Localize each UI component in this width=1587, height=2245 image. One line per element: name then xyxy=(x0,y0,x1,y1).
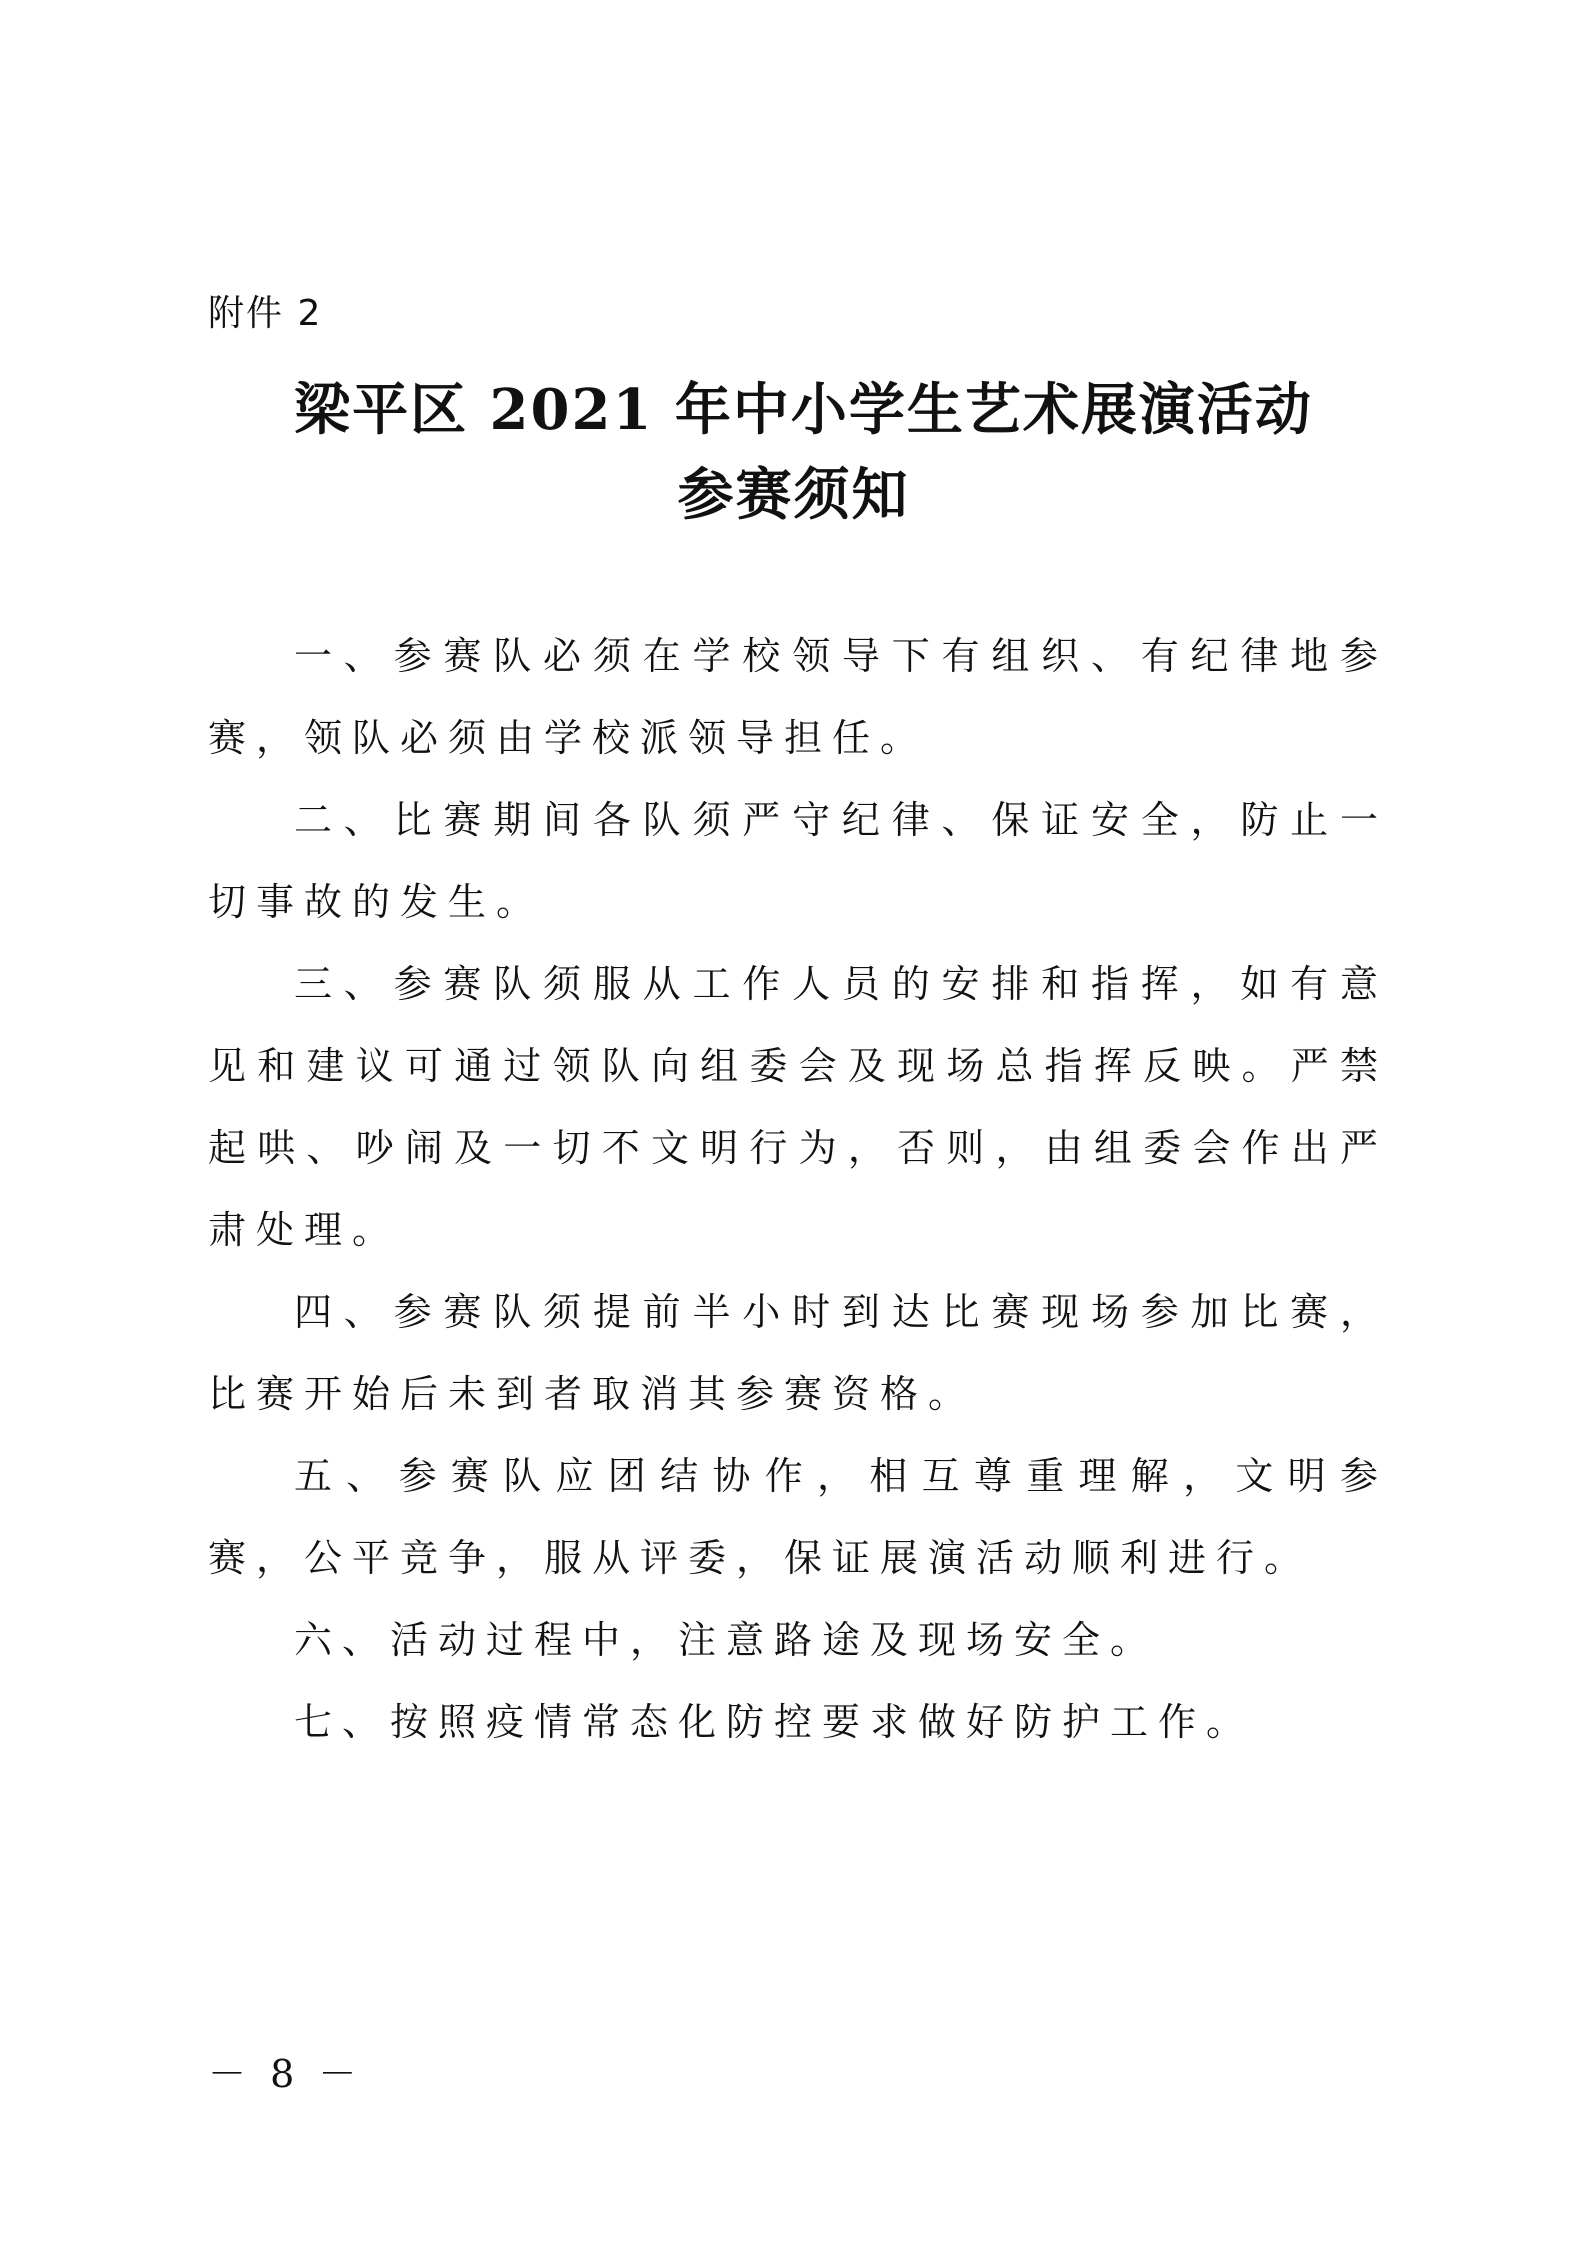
paragraph-2: 二、比赛期间各队须严守纪律、保证安全，防止一切事故的发生。 xyxy=(208,798,1388,924)
paragraph-1: 一、参赛队必须在学校领导下有组织、有纪律地参赛，领队必须由学校派领导担任。 xyxy=(208,634,1388,760)
paragraph-7: 七、按照疫情常态化防控要求做好防护工作。 xyxy=(294,1700,1255,1744)
paragraph-4: 四、参赛队须提前半小时到达比赛现场参加比赛，比赛开始后未到者取消其参赛资格。 xyxy=(208,1290,1388,1416)
paragraph-3: 三、参赛队须服从工作人员的安排和指挥，如有意见和建议可通过领队向组委会及现场总指挥反映。严禁起哄、吵闹及一切不文明行为，否则，由组委会作出严肃处理。 xyxy=(208,962,1388,1252)
document-title-line-1: 梁平区 2021 年中小学生艺术展演活动 xyxy=(294,377,1313,443)
paragraph-6: 六、活动过程中，注意路途及现场安全。 xyxy=(294,1618,1159,1662)
document-body xyxy=(208,615,1388,1763)
page-number: － 8 － xyxy=(208,2052,363,2096)
paragraph-5: 五、参赛队应团结协作，相互尊重理解，文明参赛，公平竞争，服从评委，保证展演活动顺利进行。 xyxy=(208,1454,1388,1580)
document-title-line-2: 参赛须知 xyxy=(677,462,910,528)
attachment-label: 附件 2 xyxy=(208,293,323,334)
